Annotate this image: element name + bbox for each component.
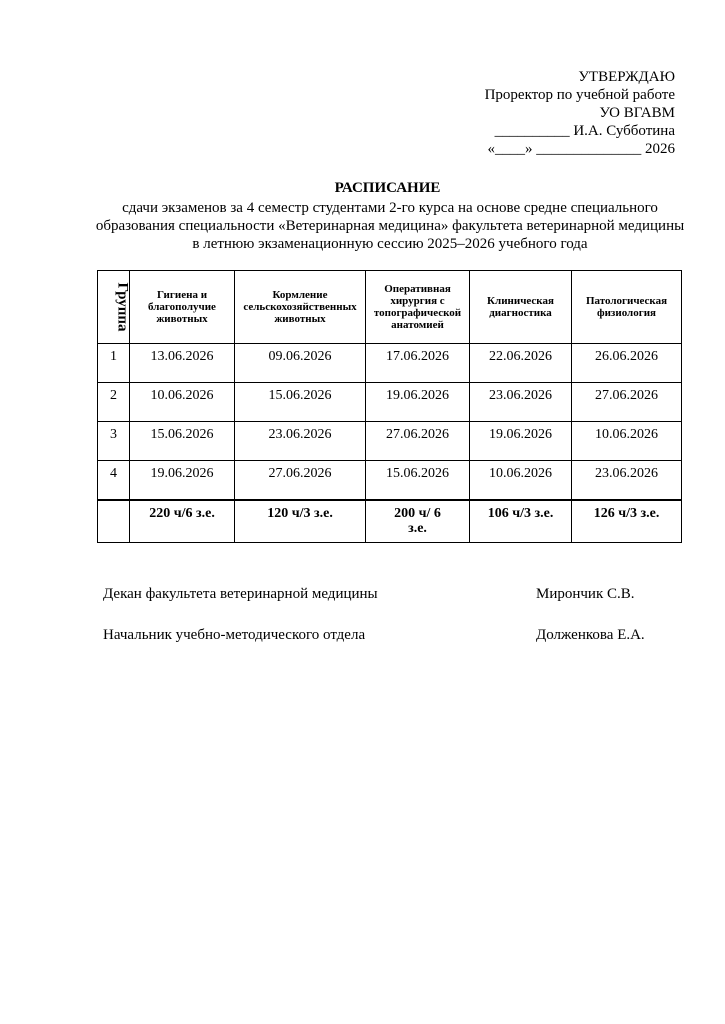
hours-total: 106 ч/3 з.е. [470, 500, 572, 543]
exam-date: 26.06.2026 [572, 344, 682, 383]
exam-schedule-table [97, 270, 682, 543]
table-row [98, 422, 682, 461]
subject-header: Гигиена и благополучие животных [130, 271, 235, 344]
approval-line: УО ВГАВМ [599, 105, 675, 121]
exam-date: 10.06.2026 [130, 383, 235, 422]
subject-header: Клиническая диагностика [470, 271, 572, 344]
document-subtitle: сдачи экзаменов за 4 семестр студентами 2-го курса на основе средне специального образования специальности «Ветеринарная медицина» факультета ветеринарной медицины в летнюю экзаменационную сессию 2025–2026 учебного года [95, 200, 685, 252]
subject-header: Кормление сельскохозяйственных животных [235, 271, 366, 344]
group-number: 3 [98, 422, 130, 461]
exam-date: 23.06.2026 [572, 461, 682, 501]
table-row [98, 344, 682, 383]
exam-date: 19.06.2026 [366, 383, 470, 422]
approval-line: Проректор по учебной работе [484, 87, 675, 103]
signature-position: Начальник учебно-методического отдела [103, 627, 366, 643]
group-number: 2 [98, 383, 130, 422]
table-header-row [98, 271, 682, 344]
group-number: 4 [98, 461, 130, 501]
totals-empty-cell [98, 500, 130, 543]
exam-date: 17.06.2026 [366, 344, 470, 383]
hours-total: 200 ч/ 6 з.е. [366, 500, 470, 543]
exam-date: 22.06.2026 [470, 344, 572, 383]
exam-date: 15.06.2026 [130, 422, 235, 461]
exam-date: 10.06.2026 [572, 422, 682, 461]
exam-date: 19.06.2026 [470, 422, 572, 461]
subject-header: Оперативная хирургия с топографической анатомией [366, 271, 470, 344]
exam-date: 27.06.2026 [235, 461, 366, 501]
hours-total: 220 ч/6 з.е. [130, 500, 235, 543]
approval-line: __________ И.А. Субботина [494, 123, 675, 139]
hours-total: 126 ч/3 з.е. [572, 500, 682, 543]
signature-name: Мирончик С.В. [536, 586, 635, 602]
totals-row [98, 500, 682, 543]
group-number: 1 [98, 344, 130, 383]
exam-date: 15.06.2026 [366, 461, 470, 501]
group-column-header [98, 271, 130, 344]
signature-position: Декан факультета ветеринарной медицины [103, 586, 378, 602]
exam-date: 19.06.2026 [130, 461, 235, 501]
document-title: РАСПИСАНИЕ [334, 180, 441, 196]
hours-total: 120 ч/3 з.е. [235, 500, 366, 543]
exam-date: 27.06.2026 [572, 383, 682, 422]
table-row [98, 461, 682, 501]
signature-name: Долженкова Е.А. [536, 627, 645, 643]
exam-date: 23.06.2026 [235, 422, 366, 461]
exam-date: 27.06.2026 [366, 422, 470, 461]
exam-date: 15.06.2026 [235, 383, 366, 422]
exam-date: 13.06.2026 [130, 344, 235, 383]
group-header-label: Группа [114, 281, 131, 332]
approval-line: «____» ______________ 2026 [487, 141, 675, 157]
subject-header: Патологическая физиология [572, 271, 682, 344]
exam-date: 10.06.2026 [470, 461, 572, 501]
exam-date: 23.06.2026 [470, 383, 572, 422]
table-row [98, 383, 682, 422]
approval-line: УТВЕРЖДАЮ [578, 69, 675, 85]
exam-date: 09.06.2026 [235, 344, 366, 383]
approval-block [415, 68, 675, 158]
